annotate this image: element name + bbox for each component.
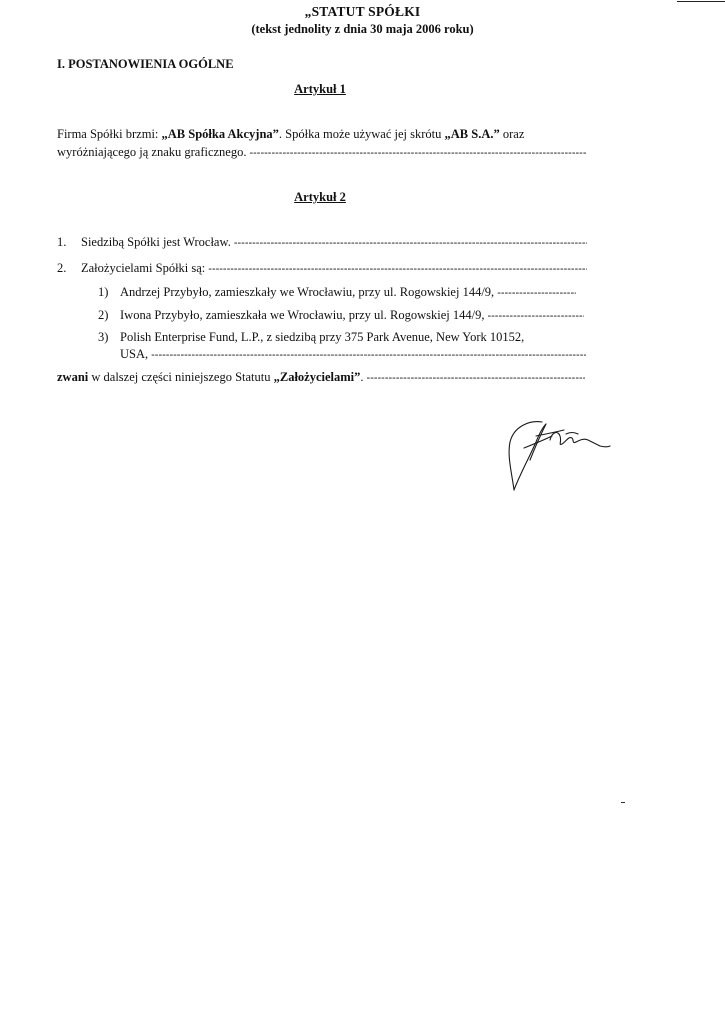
founder-number: 3)	[98, 330, 109, 344]
founder-text: Iwona Przybyło, zamieszkała we Wrocławiu, przy ul. Rogowskiej 144/9,	[120, 308, 485, 322]
list-item-text: Siedzibą Spółki jest Wrocław.	[81, 235, 231, 249]
section-heading: I. POSTANOWIENIA OGÓLNE	[57, 57, 234, 71]
article-1-heading: Artykuł 1	[294, 82, 346, 96]
closing-text: w dalszej części niniejszego Statutu	[88, 370, 274, 384]
dash-filler	[234, 237, 587, 249]
article-2-heading: Artykuł 2	[294, 190, 346, 204]
dash-filler	[249, 147, 587, 159]
dash-filler	[367, 372, 585, 384]
dash-filler	[151, 349, 586, 361]
company-name: „AB Spółka Akcyjna”	[161, 127, 279, 141]
document-subtitle: (tekst jednolity z dnia 30 maja 2006 roku)	[251, 22, 474, 36]
list-item-number: 2.	[57, 261, 67, 275]
handwritten-signature	[500, 414, 620, 494]
founder-number: 2)	[98, 308, 109, 322]
dash-filler	[497, 287, 576, 299]
list-item-number: 1.	[57, 235, 67, 249]
dash-filler	[487, 310, 584, 322]
stray-mark	[621, 802, 625, 803]
list-item	[57, 261, 587, 276]
founder-number: 1)	[98, 285, 109, 299]
document-title: „STATUT SPÓŁKI	[304, 4, 421, 19]
closing-text: .	[360, 370, 364, 384]
founders-term: „Założycielami”	[273, 370, 361, 384]
article-1-text: oraz	[499, 127, 525, 141]
page-edge-mark	[677, 1, 725, 2]
list-item	[57, 235, 587, 250]
founder-item	[98, 330, 524, 345]
closing-word: zwani	[57, 370, 89, 384]
founder-item	[98, 285, 576, 300]
closing-line	[57, 370, 585, 385]
company-abbreviation: „AB S.A.”	[444, 127, 500, 141]
founder-text: Andrzej Przybyło, zamieszkały we Wrocławiu, przy ul. Rogowskiej 144/9,	[120, 285, 495, 299]
article-1-paragraph-line-1	[57, 127, 587, 142]
founder-text: USA,	[120, 347, 149, 361]
list-item-text: Założycielami Spółki są:	[81, 261, 206, 275]
article-1-text: wyróżniającego ją znaku graficznego.	[57, 145, 247, 159]
article-1-text: Firma Spółki brzmi:	[57, 127, 162, 141]
founder-text: Polish Enterprise Fund, L.P., z siedzibą przy 375 Park Avenue, New York 10152,	[120, 330, 525, 344]
founder-item	[98, 308, 584, 323]
article-1-paragraph-line-2	[57, 145, 587, 160]
article-1-text: . Spółka może używać jej skrótu	[278, 127, 445, 141]
dash-filler	[208, 263, 587, 275]
founder-item-continuation	[120, 347, 586, 362]
